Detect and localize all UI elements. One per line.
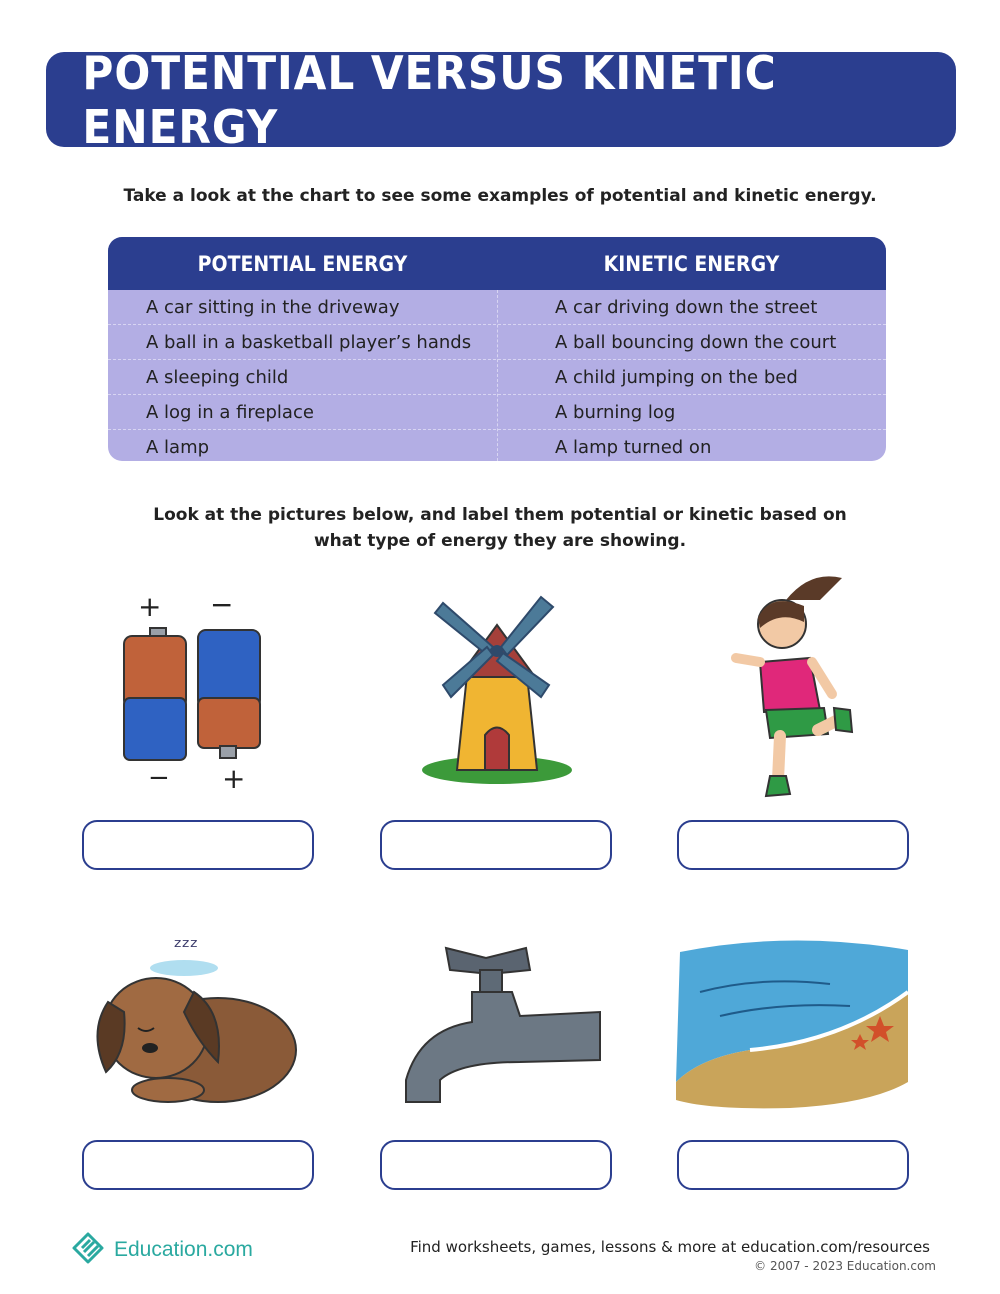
sleeping-dog-illustration bbox=[88, 932, 303, 1112]
potential-cell: A ball in a basketball player’s hands bbox=[146, 331, 472, 353]
logo-text: Education.com bbox=[114, 1238, 253, 1261]
instructions: Look at the pictures below, and label them potential or kinetic based on what type of energy they are showing. bbox=[153, 505, 847, 551]
answer-box[interactable] bbox=[82, 1140, 314, 1190]
page-title: POTENTIAL VERSUS KINETIC ENERGY bbox=[82, 45, 777, 154]
potential-cell: A log in a fireplace bbox=[146, 401, 314, 423]
potential-cell: A sleeping child bbox=[146, 366, 289, 388]
windmill-illustration bbox=[415, 585, 580, 785]
kinetic-cell: A child jumping on the bed bbox=[555, 366, 798, 388]
answer-box[interactable] bbox=[380, 1140, 612, 1190]
education-logo[interactable] bbox=[70, 1230, 253, 1270]
intro-text: Take a look at the chart to see some examples of potential and kinetic energy. bbox=[123, 186, 877, 206]
footer-tagline: Find worksheets, games, lessons & more at education.com/resources bbox=[410, 1238, 930, 1256]
answer-box[interactable] bbox=[82, 820, 314, 870]
kinetic-cell: A burning log bbox=[555, 401, 676, 423]
kinetic-cell: A lamp turned on bbox=[555, 436, 712, 458]
minus-sign: − bbox=[148, 763, 170, 793]
energy-table bbox=[108, 237, 886, 461]
answer-box[interactable] bbox=[677, 820, 909, 870]
minus-sign: − bbox=[210, 588, 234, 621]
kinetic-cell: A ball bouncing down the court bbox=[555, 331, 837, 353]
table-header bbox=[108, 237, 886, 290]
ocean-illustration bbox=[670, 932, 915, 1112]
title-banner bbox=[46, 45, 956, 154]
running-girl-illustration bbox=[720, 570, 860, 805]
header-kinetic: KINETIC ENERGY bbox=[603, 251, 780, 276]
potential-cell: A car sitting in the driveway bbox=[146, 296, 400, 318]
batteries-illustration bbox=[110, 588, 280, 798]
table-body bbox=[108, 290, 886, 461]
copyright: © 2007 - 2023 Education.com bbox=[754, 1259, 936, 1273]
faucet-illustration bbox=[400, 930, 605, 1105]
table-divider bbox=[497, 290, 498, 461]
plus-sign: + bbox=[222, 762, 246, 795]
answer-box[interactable] bbox=[380, 820, 612, 870]
plus-sign: + bbox=[138, 590, 162, 623]
potential-cell: A lamp bbox=[146, 436, 210, 458]
answer-box[interactable] bbox=[677, 1140, 909, 1190]
header-potential: POTENTIAL ENERGY bbox=[197, 251, 408, 276]
svg-text:ᶻᶻᶻ: ᶻᶻᶻ bbox=[174, 935, 199, 960]
kinetic-cell: A car driving down the street bbox=[555, 296, 818, 318]
education-logo-icon bbox=[70, 1230, 110, 1270]
